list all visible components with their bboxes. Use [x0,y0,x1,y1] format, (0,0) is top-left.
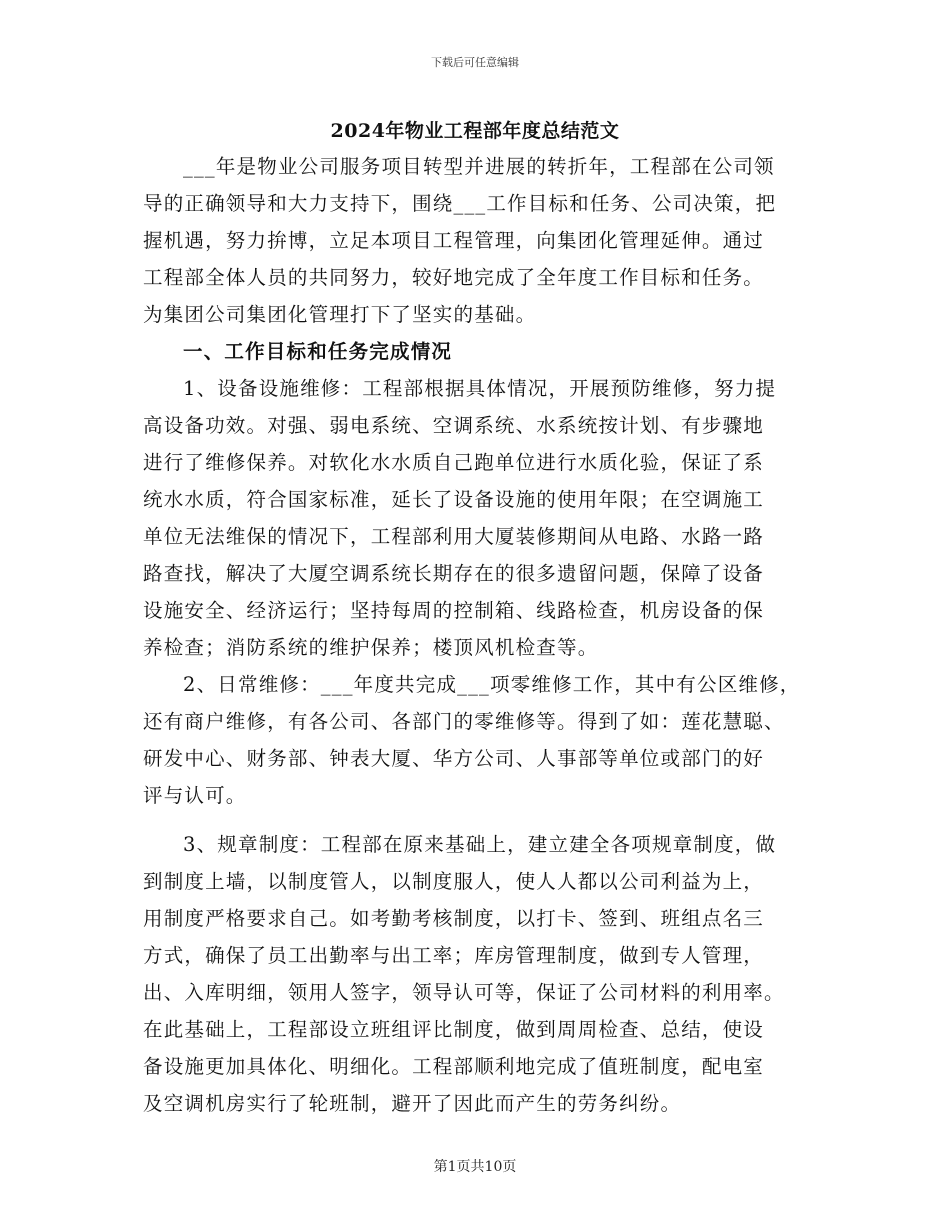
text-line: 还有商户维修，有各公司、各部门的零维修等。得到了如：莲花慧聪、 [143,710,785,733]
text-line: ___年是物业公司服务项目转型并进展的转折年，工程部在公司领 [183,155,775,178]
text-line: 设施安全、经济运行；坚持每周的控制箱、线路检查，机房设备的保 [143,599,765,622]
text-line: 备设施更加具体化、明细化。工程部顺利地完成了值班制度，配电室 [143,1055,765,1078]
text-line: 到制度上墙，以制度管人，以制度服人，使人人都以公司利益为上， [143,870,765,893]
text-line: 在此基础上，工程部设立班组评比制度，做到周周检查、总结，使设 [143,1018,765,1041]
text-line: 及空调机房实行了轮班制，避开了因此而产生的劳务纠纷。 [143,1092,682,1115]
text-line: 握机遇，努力拚博，立足本项目工程管理，向集团化管理延伸。通过 [143,229,765,252]
text-line: 进行了维修保养。对软化水水质自己跑单位进行水质化验，保证了系 [143,451,765,474]
page-footer: 第1页共10页 [433,1159,517,1175]
text-line: 1、设备设施维修：工程部根据具体情况，开展预防维修，努力提 [183,377,777,400]
text-line: 3、规章制度：工程部在原来基础上，建立建全各项规章制度，做 [183,833,777,856]
text-line: 研发中心、财务部、钟表大厦、华方公司、人事部等单位或部门的好 [143,747,765,770]
text-line: 为集团公司集团化管理打下了坚实的基础。 [143,303,537,326]
text-line: 评与认可。 [143,784,247,807]
text-line: 方式，确保了员工出勤率与出工率；库房管理制度，做到专人管理， [143,944,765,967]
text-line: 路查找，解决了大厦空调系统长期存在的很多遗留问题，保障了设备 [143,562,765,585]
paragraph-gap [143,814,808,826]
text-line: 统水水质，符合国家标准，延长了设备设施的使用年限；在空调施工 [143,488,765,511]
text-line: 养检查；消防系统的维护保养；楼顶风机检查等。 [143,636,599,659]
text-line: 出、入库明细，领用人签字，领导认可等，保证了公司材料的利用率。 [143,981,785,1004]
text-line: 高设备功效。对强、弱电系统、空调系统、水系统按计划、有步骤地 [143,414,765,437]
text-line: 单位无法维保的情况下，工程部利用大厦装修期间从电路、水路一路 [143,525,765,548]
text-line: 2、日常维修：___年度共完成___项零维修工作，其中有公区维修， [183,673,801,696]
section-heading: 一、工作目标和任务完成情况 [183,340,453,363]
document-body [143,148,808,1122]
text-line: 导的正确领导和大力支持下，围绕___工作目标和任务、公司决策，把 [143,192,777,215]
text-line: 用制度严格要求自己。如考勤考核制度，以打卡、签到、班组点名三 [143,907,765,930]
text-line: 工程部全体人员的共同努力，较好地完成了全年度工作目标和任务。 [143,266,765,289]
document-title: 2024年物业工程部年度总结范文 [330,120,620,142]
header-note: 下载后可任意编辑 [431,56,519,69]
